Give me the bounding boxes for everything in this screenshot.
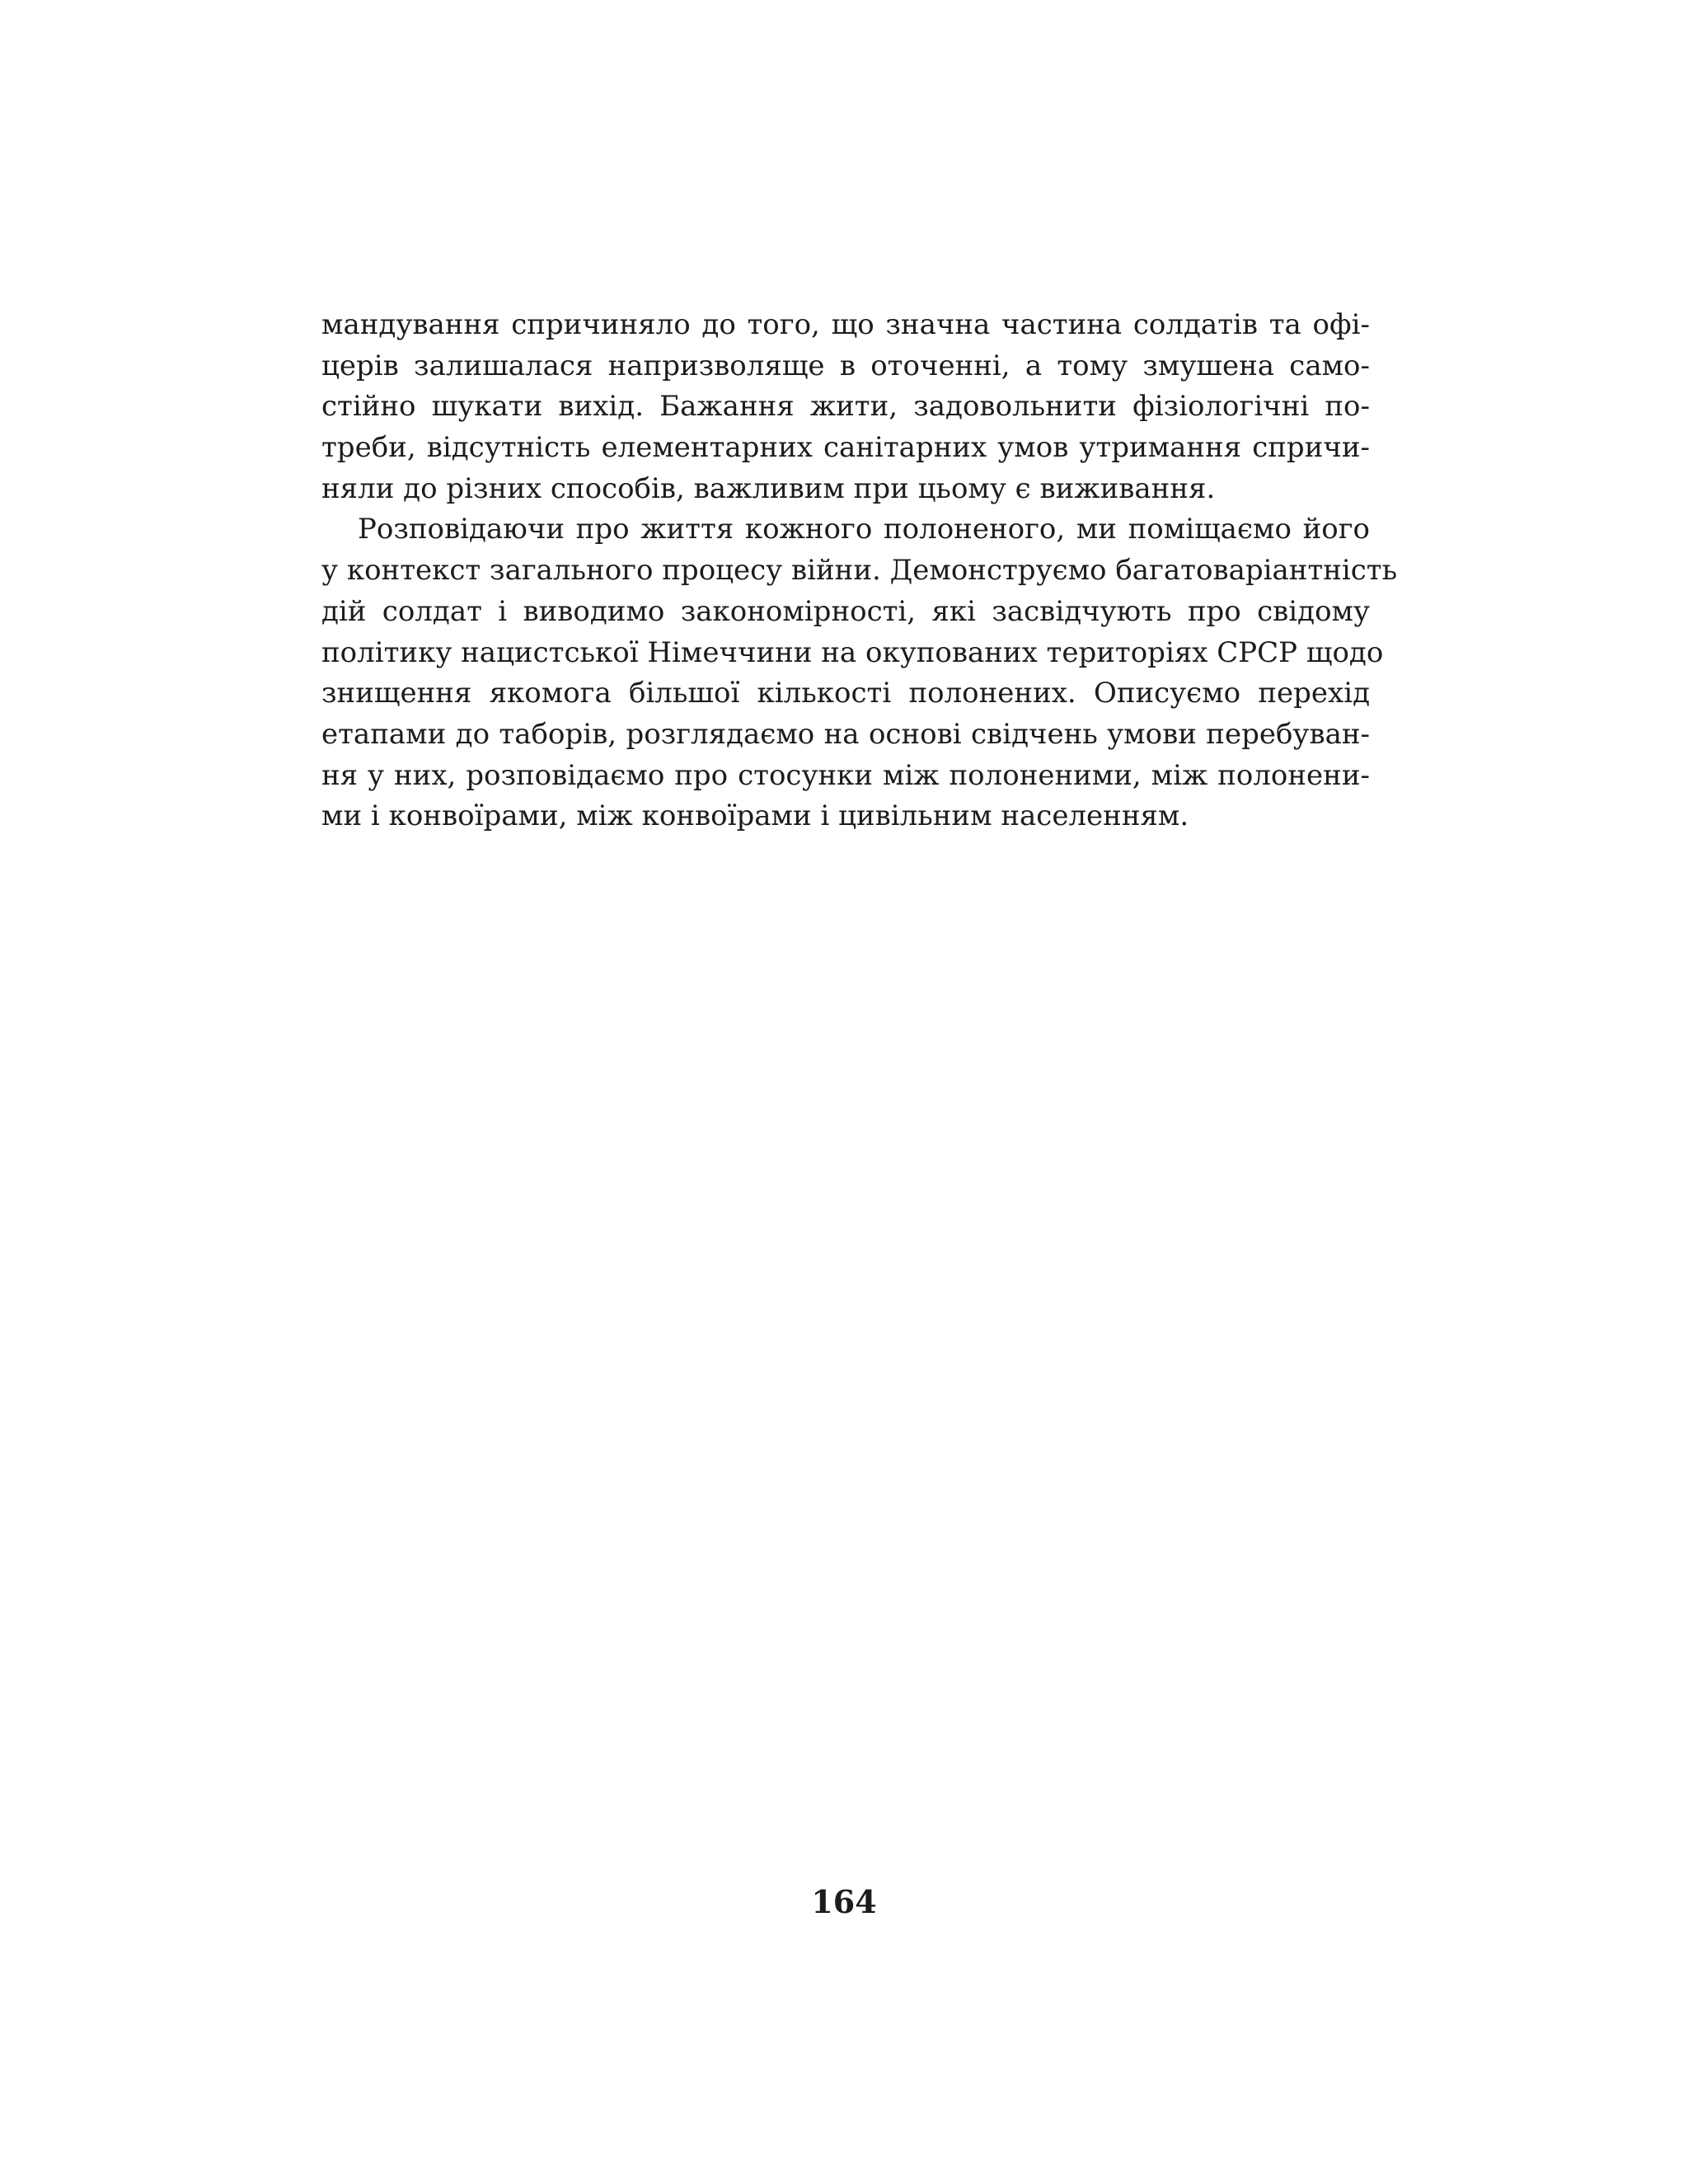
paragraph-1 — [321, 305, 1370, 509]
body-text — [321, 305, 1398, 837]
text-line: ми і конвоїрами, між конвоїрами і цивільним населенням. — [321, 799, 1189, 833]
page-number: 164 — [811, 1883, 877, 1920]
text-line: треби, відсутність елементарних санітарних умов утримання спричи- — [321, 431, 1370, 465]
text-line: церів залишалася напризволяще в оточенні, а тому змушена само- — [321, 349, 1370, 382]
text-line: політику нацистської Німеччини на окупованих територіях СРСР щодо — [321, 635, 1384, 669]
text-line: Розповідаючи про життя кожного полоненого, ми поміщаємо його — [358, 513, 1370, 546]
text-line: етапами до таборів, розглядаємо на основі свідчень умови перебуван- — [321, 717, 1370, 751]
text-line: стійно шукати вихід. Бажання жити, задовольнити фізіологічні по- — [321, 390, 1370, 424]
text-line: няли до різних способів, важливим при цьому є виживання. — [321, 471, 1216, 505]
text-line: мандування спричиняло до того, що значна частина солдатів та офі- — [321, 308, 1370, 341]
text-line: у контекст загального процесу війни. Демонструємо багатоваріантність — [321, 554, 1398, 588]
text-line: дій солдат і виводимо закономірності, які засвідчують про свідому — [321, 594, 1370, 628]
text-line: ня у них, розповідаємо про стосунки між полоненими, між полонени- — [321, 758, 1370, 792]
text-line: знищення якомога більшої кількості полонених. Описуємо перехід — [321, 677, 1370, 710]
paragraph-2 — [321, 509, 1398, 837]
